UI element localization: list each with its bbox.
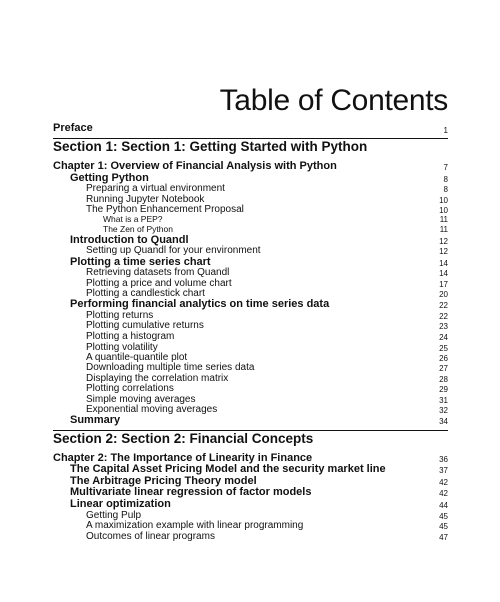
toc-entry-page-number: 45 <box>439 522 448 531</box>
toc-entry-page-number: 31 <box>439 396 448 405</box>
toc-entry-page-number: 47 <box>439 533 448 542</box>
toc-entry-page-number: 37 <box>439 466 448 475</box>
toc-entry-page-number: 10 <box>439 206 448 215</box>
toc-entry-heading <box>0 415 500 427</box>
toc-entry-page-number: 20 <box>439 290 448 299</box>
toc-entry-page-number: 28 <box>439 375 448 384</box>
toc-entry-page-number: 11 <box>439 225 448 234</box>
toc-entry-page-number: 32 <box>439 406 448 415</box>
toc-entry-page-number: 12 <box>439 237 448 246</box>
toc-entry-title: Section 2: Section 2: Financial Concepts <box>53 431 314 446</box>
toc-entry-title: Linear optimization <box>70 498 171 510</box>
toc-entry-title: Exponential moving averages <box>86 404 218 415</box>
toc-entry-page-number: 14 <box>439 259 448 268</box>
toc-entry-page-number: 14 <box>439 269 448 278</box>
toc-entry-page-number: 42 <box>439 478 448 487</box>
toc-entry-page-number: 1 <box>443 126 448 135</box>
toc-entry-title: Plotting a histogram <box>86 331 175 342</box>
toc-entry-title: Getting Pulp <box>86 510 142 521</box>
toc-entry-page-number: 36 <box>439 455 448 464</box>
toc-entry-page-number: 22 <box>439 301 448 310</box>
toc-entry-title: Getting Python <box>70 172 149 184</box>
toc-entry-page-number: 17 <box>439 280 448 289</box>
toc-entry-page-number: 24 <box>439 333 448 342</box>
toc-entry-page-number: 11 <box>439 215 448 224</box>
toc-entry-page-number: 25 <box>439 344 448 353</box>
toc-entry-title: Plotting a candlestick chart <box>86 288 205 299</box>
toc-entry-title: A maximization example with linear programming <box>86 520 304 531</box>
toc-entry-title: Preparing a virtual environment <box>86 183 225 194</box>
toc-entry-title: What is a PEP? <box>103 214 163 224</box>
toc-entry-title: Downloading multiple time series data <box>86 362 255 373</box>
toc-entry-title: Running Jupyter Notebook <box>86 194 205 205</box>
toc-entry-page-number: 10 <box>439 196 448 205</box>
toc-entry-title: Plotting a time series chart <box>70 256 211 268</box>
toc-entry-page-number: 42 <box>439 489 448 498</box>
toc-entry-title: Introduction to Quandl <box>70 234 189 246</box>
toc-entry-heading <box>0 299 500 311</box>
toc-entry-title: The Arbitrage Pricing Theory model <box>70 475 257 487</box>
toc-entry-page-number: 12 <box>439 247 448 256</box>
toc-entry-section <box>0 140 500 152</box>
toc-entry-title: Chapter 2: The Importance of Linearity in Finance <box>53 452 313 464</box>
toc-entry-title: Setting up Quandl for your environment <box>86 245 261 256</box>
toc-entry-title: Plotting a price and volume chart <box>86 278 232 289</box>
toc-entry-sub <box>0 532 500 544</box>
toc-entry-heading <box>0 499 500 511</box>
toc-entry-title: Section 1: Section 1: Getting Started with Python <box>53 139 368 154</box>
toc-entry-title: Multivariate linear regression of factor models <box>70 486 312 498</box>
toc-entry-page-number: 22 <box>439 312 448 321</box>
section-divider <box>53 430 448 431</box>
toc-entry-page-number: 34 <box>439 417 448 426</box>
toc-entry-page-number: 29 <box>439 385 448 394</box>
toc-entry-title: The Python Enhancement Proposal <box>86 204 244 215</box>
toc-entry-title: The Zen of Python <box>103 224 173 234</box>
toc-entry-page-number: 26 <box>439 354 448 363</box>
toc-entry-section <box>0 432 500 444</box>
toc-entry-title: The Capital Asset Pricing Model and the security market line <box>70 463 386 475</box>
toc-entry-page-number: 44 <box>439 501 448 510</box>
toc-entry-title: Plotting cumulative returns <box>86 320 204 331</box>
toc-entry-title: Preface <box>53 122 93 134</box>
page-title: Table of Contents <box>219 84 448 118</box>
toc-entry-title: Plotting correlations <box>86 383 174 394</box>
toc-entry-page-number: 23 <box>439 322 448 331</box>
toc-entry-title: Plotting volatility <box>86 342 158 353</box>
toc-entry-page-number: 8 <box>443 175 448 184</box>
toc-entry-page-number: 8 <box>443 185 448 194</box>
section-divider <box>53 138 448 139</box>
toc-entry-title: Outcomes of linear programs <box>86 531 215 542</box>
toc-entry-preface <box>0 123 500 135</box>
toc-entry-title: Plotting returns <box>86 310 154 321</box>
toc-entry-title: Summary <box>70 414 121 426</box>
toc-entry-title: Simple moving averages <box>86 394 196 405</box>
toc-entry-page-number: 27 <box>439 364 448 373</box>
toc-entry-title: A quantile-quantile plot <box>86 352 188 363</box>
toc-entry-title: Performing financial analytics on time series data <box>70 298 330 310</box>
toc-entry-title: Displaying the correlation matrix <box>86 373 229 384</box>
toc-entry-page-number: 7 <box>443 163 448 172</box>
toc-entry-title: Retrieving datasets from Quandl <box>86 267 230 278</box>
toc-entry-title: Chapter 1: Overview of Financial Analysis with Python <box>53 160 337 172</box>
toc-entry-page-number: 45 <box>439 512 448 521</box>
